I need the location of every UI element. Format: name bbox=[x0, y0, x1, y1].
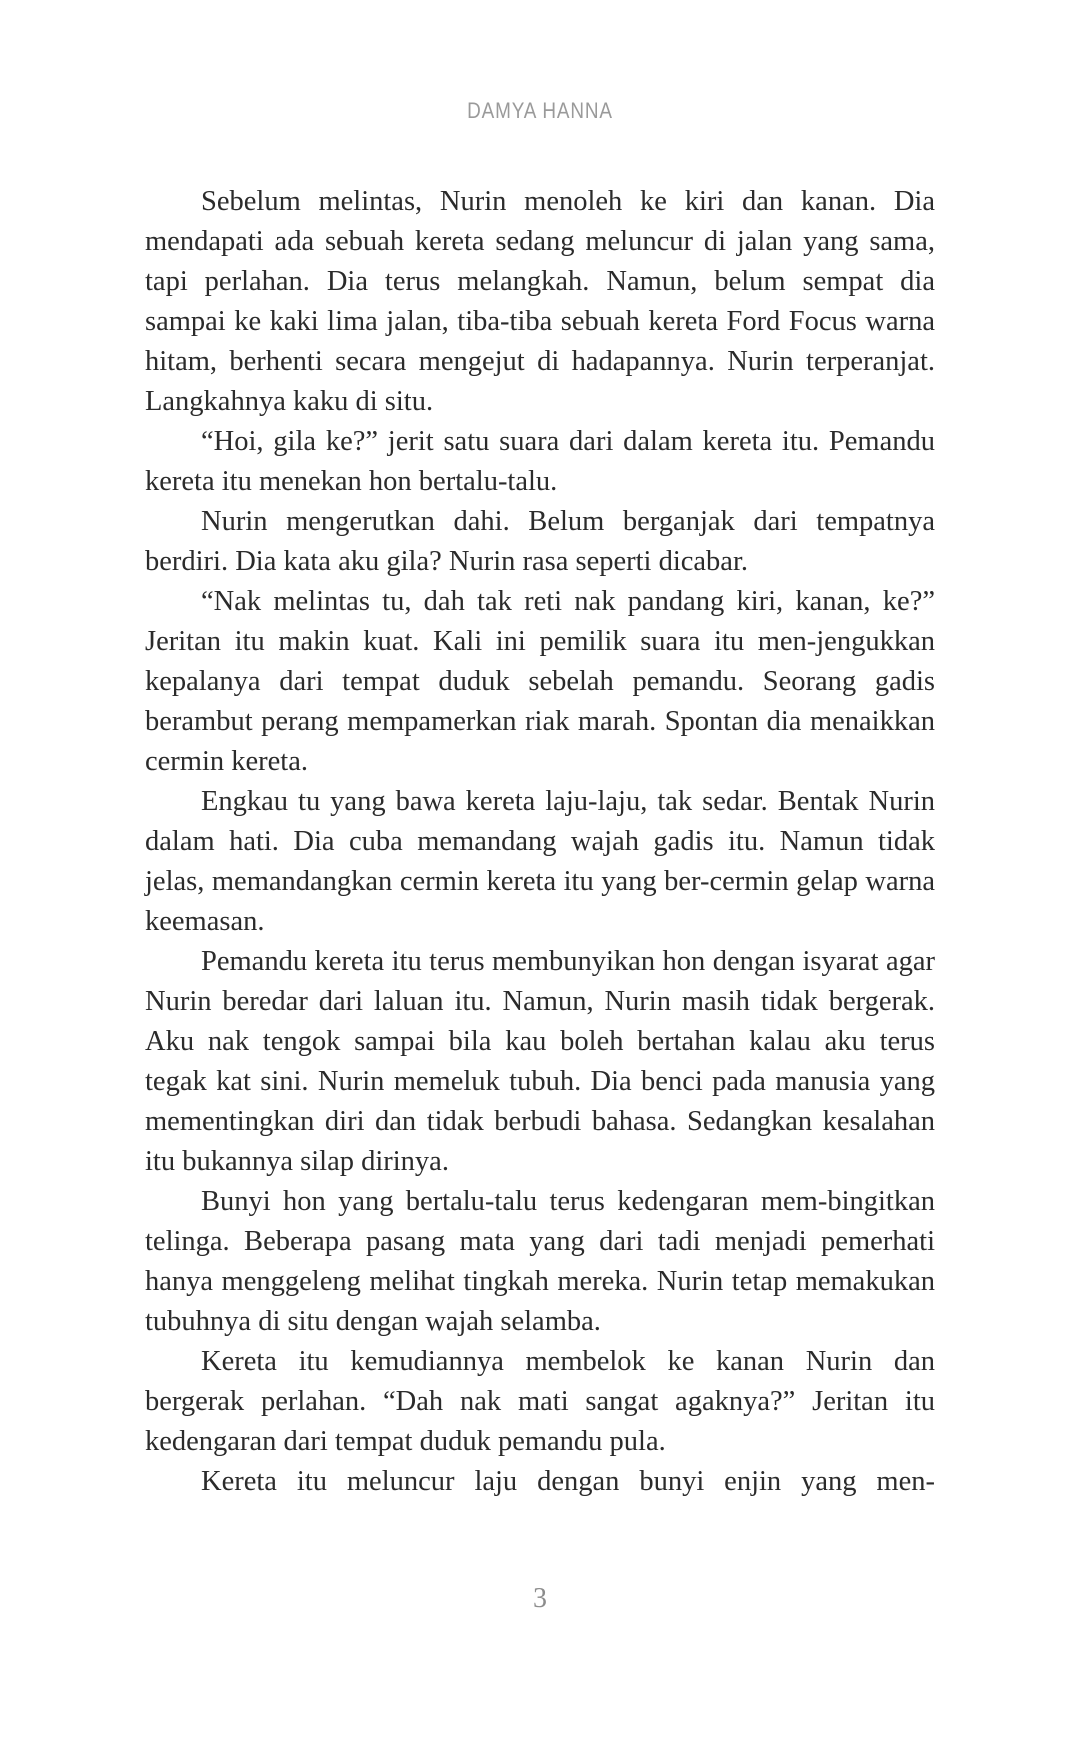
paragraph: “Hoi, gila ke?” jerit satu suara dari dalam kereta itu. Pemandu kereta itu menekan hon bertalu-talu. bbox=[145, 426, 935, 497]
paragraph: “Nak melintas tu, dah tak reti nak pandang kiri, kanan, ke?” Jeritan itu makin kuat. Kali ini pemilik suara itu men-jengukkan kepalanya dari tempat duduk sebelah pemandu. Seorang gadis berambut perang mempamerkan riak marah. Spontan dia menaikkan cermin kereta. bbox=[145, 586, 935, 777]
page-number: 3 bbox=[533, 1583, 547, 1614]
running-head: DAMYA HANNA bbox=[467, 98, 613, 123]
paragraph: Nurin mengerutkan dahi. Belum berganjak dari tempatnya berdiri. Dia kata aku gila? Nurin rasa seperti dicabar. bbox=[145, 506, 935, 577]
paragraph: Pemandu kereta itu terus membunyikan hon dengan isyarat agar Nurin beredar dari laluan itu. Namun, Nurin masih tidak bergerak. Aku nak tengok sampai bila kau boleh bertahan kalau aku terus tegak kat sini. Nurin memeluk tubuh. Dia benci pada manusia yang mementingkan diri dan tidak berbudi bahasa. Sedangkan kesalahan itu bukannya silap dirinya. bbox=[145, 946, 935, 1177]
paragraph: Engkau tu yang bawa kereta laju-laju, tak sedar. Bentak Nurin dalam hati. Dia cuba memandang wajah gadis itu. Namun tidak jelas, memandangkan cermin kereta itu yang ber-cermin gelap warna keemasan. bbox=[145, 786, 935, 937]
body-text bbox=[145, 182, 935, 1502]
paragraph: Bunyi hon yang bertalu-talu terus kedengaran mem-bingitkan telinga. Beberapa pasang mata yang dari tadi menjadi pemerhati hanya menggeleng melihat tingkah mereka. Nurin tetap memakukan tubuhnya di situ dengan wajah selamba. bbox=[145, 1186, 935, 1337]
paragraph-last: Kereta itu meluncur laju dengan bunyi enjin yang men- bbox=[201, 1466, 935, 1497]
paragraph: Kereta itu kemudiannya membelok ke kanan Nurin dan bergerak perlahan. “Dah nak mati sangat agaknya?” Jeritan itu kedengaran dari tempat duduk pemandu pula. bbox=[145, 1346, 935, 1457]
paragraph: Sebelum melintas, Nurin menoleh ke kiri dan kanan. Dia mendapati ada sebuah kereta sedang meluncur di jalan yang sama, tapi perlahan. Dia terus melangkah. Namun, belum sempat dia sampai ke kaki lima jalan, tiba-tiba sebuah kereta Ford Focus warna hitam, berhenti secara mengejut di hadapannya. Nurin terperanjat. Langkahnya kaku di situ. bbox=[145, 186, 935, 417]
